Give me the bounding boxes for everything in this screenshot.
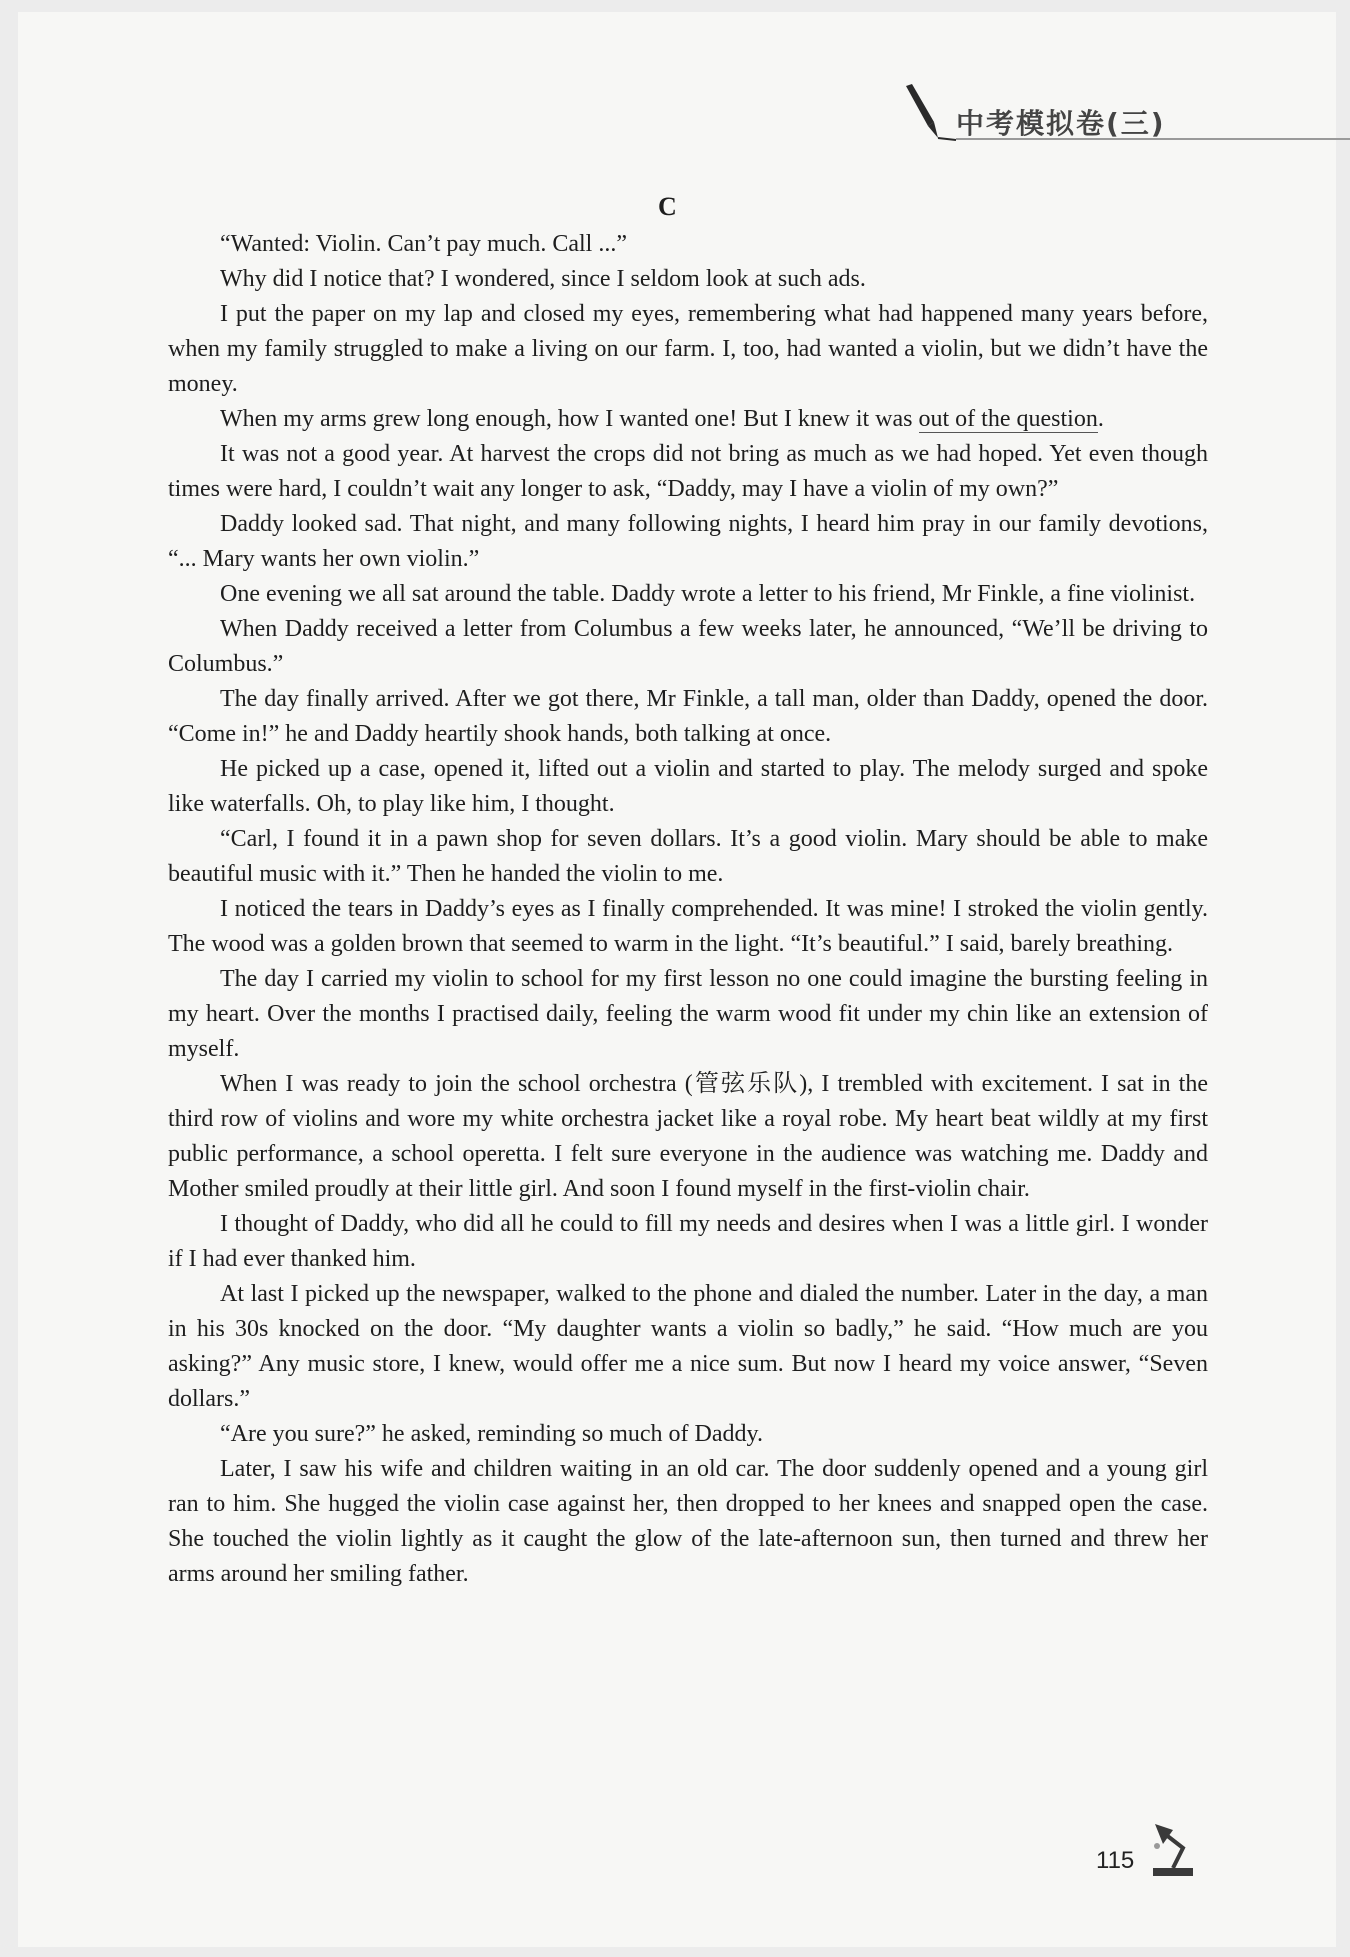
- desk-lamp-icon: [1143, 1820, 1203, 1880]
- paragraph: Why did I notice that? I wondered, since I seldom look at such ads.: [220, 266, 866, 292]
- page-number: 115: [1096, 1847, 1135, 1874]
- paragraph: It was not a good year. At harvest the crops did not bring as much as we had hoped. Yet even though times were hard, I couldn’t wait any longer to ask, “Daddy, may I have a violin of my own?”: [168, 441, 1208, 502]
- paragraph: One evening we all sat around the table. Daddy wrote a letter to his friend, Mr Finkle, a fine violinist.: [220, 581, 1196, 607]
- paragraph: At last I picked up the newspaper, walked to the phone and dialed the number. Later in the day, a man in his 30s knocked on the door. “My daughter wants a violin so badly,” he said. “How much are you asking?” Any music store, I knew, would offer me a nice sum. But now I heard my voice answer, “Seven dollars.”: [168, 1281, 1208, 1412]
- paragraph: Daddy looked sad. That night, and many following nights, I heard him pray in our family devotions, “... Mary wants her own violin.”: [168, 511, 1208, 572]
- page-header: [898, 82, 1350, 152]
- paragraph: “Carl, I found it in a pawn shop for seven dollars. It’s a good violin. Mary should be able to make beautiful music with it.” Then he handed the violin to me.: [168, 826, 1208, 887]
- header-divider: [956, 138, 1350, 140]
- passage: [168, 227, 1208, 1592]
- paragraph-text: When my arms grew long enough, how I wanted one! But I knew it was: [220, 406, 919, 432]
- paragraph-with-underline: [168, 402, 1208, 437]
- underlined-phrase: out of the question: [918, 406, 1098, 432]
- paragraph: I thought of Daddy, who did all he could to fill my needs and desires when I was a little girl. I wonder if I had ever thanked him.: [168, 1211, 1208, 1272]
- paragraph: The day I carried my violin to school for my first lesson no one could imagine the bursting feeling in my heart. Over the months I practised daily, feeling the warm wood fit under my chin like an extension of myself.: [168, 966, 1208, 1062]
- paragraph-text: .: [1097, 406, 1104, 432]
- paragraph: Later, I saw his wife and children waiting in an old car. The door suddenly opened and a young girl ran to him. She hugged the violin case against her, then dropped to her knees and snapped open the case. She touched the violin lightly as it caught the glow of the late-afternoon sun, then turned and threw her arms around her smiling father.: [168, 1456, 1208, 1587]
- paragraph: When Daddy received a letter from Columbus a few weeks later, he announced, “We’ll be driving to Columbus.”: [168, 616, 1208, 677]
- paragraph: The day finally arrived. After we got there, Mr Finkle, a tall man, older than Daddy, opened the door. “Come in!” he and Daddy heartily shook hands, both talking at once.: [168, 686, 1208, 747]
- page: [18, 12, 1336, 1947]
- paragraph: He picked up a case, opened it, lifted out a violin and started to play. The melody surged and spoke like waterfalls. Oh, to play like him, I thought.: [168, 756, 1208, 817]
- paragraph: “Are you sure?” he asked, reminding so much of Daddy.: [220, 1421, 763, 1447]
- paragraph: When I was ready to join the school orchestra (管弦乐队), I trembled with excitement. I sat in the third row of violins and wore my white orchestra jacket like a royal robe. My heart beat wildly at my first public performance, a school operetta. I felt sure everyone in the audience was watching me. Daddy and Mother smiled proudly at their little girl. And soon I found myself in the first-violin chair.: [168, 1071, 1208, 1202]
- paragraph: I noticed the tears in Daddy’s eyes as I finally comprehended. It was mine! I stroked the violin gently. The wood was a golden brown that seemed to warm in the light. “It’s beautiful.” I said, barely breathing.: [168, 896, 1208, 957]
- paragraph: I put the paper on my lap and closed my eyes, remembering what had happened many years before, when my family struggled to make a living on our farm. I, too, had wanted a violin, but we didn’t have the money.: [168, 301, 1208, 397]
- paragraph: “Wanted: Violin. Can’t pay much. Call ...”: [220, 231, 627, 257]
- page-title: 中考模拟卷(三): [956, 107, 1166, 140]
- section-letter: C: [658, 192, 677, 221]
